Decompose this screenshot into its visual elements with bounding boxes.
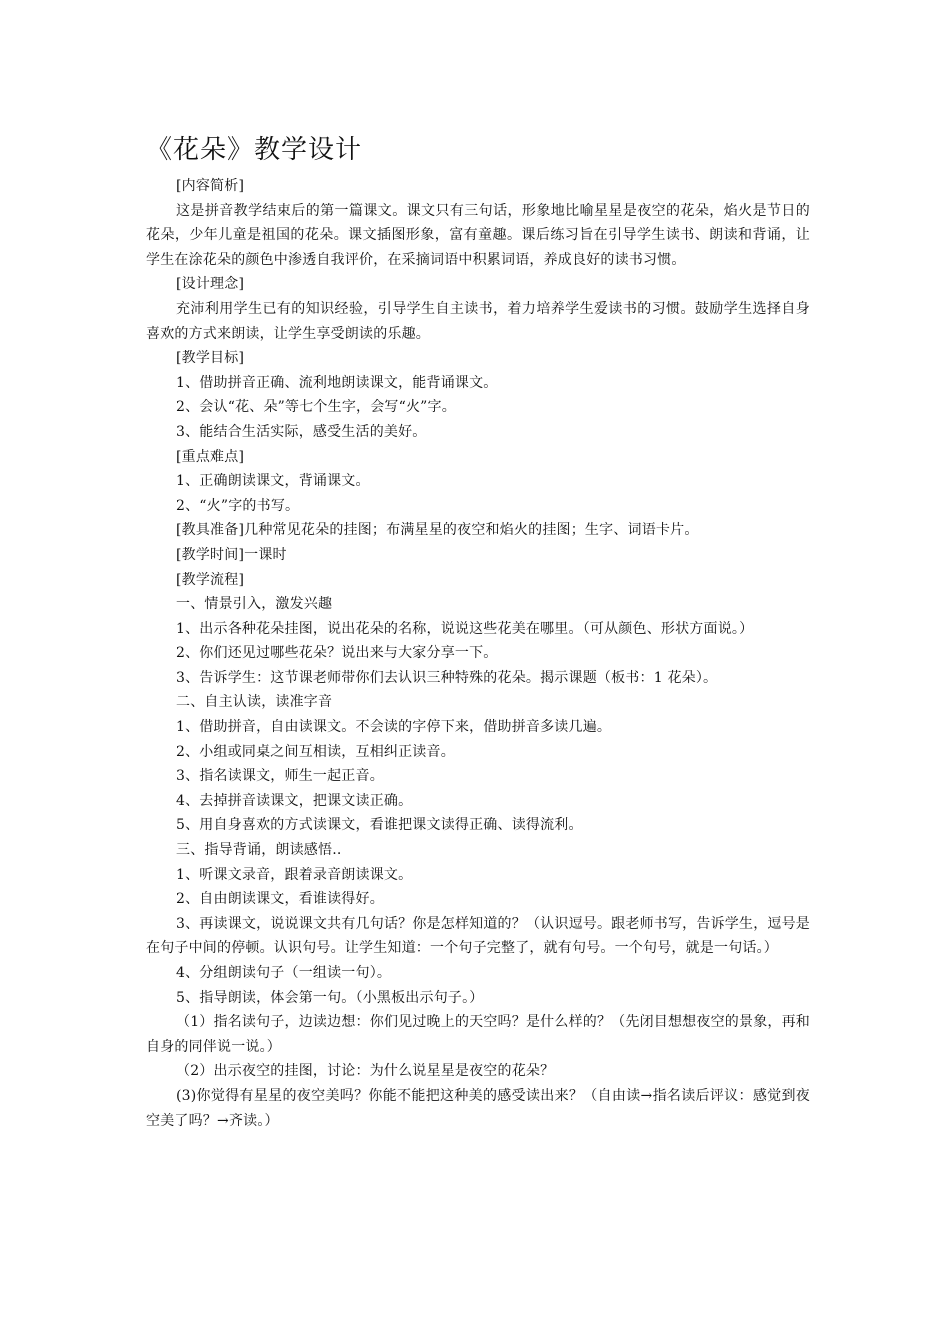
paragraph: 3、再读课文，说说课文共有几句话？你是怎样知道的？（认识逗号。跟老师书写，告诉学生，逗号是在句子中间的停顿。认识句号。让学生知道：一个句子完整了，就有句号。一个句号，就是一句话。） — [146, 915, 810, 957]
paragraph: [设计理念] — [176, 276, 245, 293]
paragraph: 2、小组或同桌之间互相读，互相纠正读音。 — [176, 743, 455, 760]
paragraph: 这是拼音教学结束后的第一篇课文。课文只有三句话，形象地比喻星星是夜空的花朵，焰火是节日的花朵，少年儿童是祖国的花朵。课文插图形象，富有童趣。课后练习旨在引导学生读书、朗读和背诵，让学生在涂花朵的颜色中渗透自我评价，在采摘词语中积累词语，养成良好的读书习惯。 — [146, 202, 810, 268]
paragraph: [内容简析] — [176, 178, 245, 194]
document-title: 《花朵》教学设计 — [146, 135, 363, 165]
paragraph: [教具准备]几种常见花朵的挂图；布满星星的夜空和焰火的挂图；生字、词语卡片。 — [176, 522, 699, 539]
paragraph: 4、分组朗读句子（一组读一句）。 — [176, 965, 392, 981]
paragraph: （1）指名读句子，边读边想：你们见过晚上的天空吗？是什么样的？（先闭目想想夜空的景象，再和自身的同伴说一说。） — [146, 1014, 810, 1055]
paragraph: 3、能结合生活实际，感受生活的美好。 — [176, 423, 427, 440]
paragraph: 1、听课文录音，跟着录音朗读课文。 — [176, 866, 413, 883]
paragraph: 1、出示各种花朵挂图，说出花朵的名称，说说这些花美在哪里。（可从颜色、形状方面说。） — [176, 620, 754, 637]
paragraph: 5、指导朗读，体会第一句。（小黑板出示句子。） — [176, 989, 484, 1006]
paragraph: 3、指名读课文，师生一起正音。 — [176, 768, 384, 785]
paragraph: 1、借助拼音正确、流利地朗读课文，能背诵课文。 — [176, 374, 498, 391]
paragraph: 1、正确朗读课文，背诵课文。 — [176, 473, 370, 490]
paragraph: [教学目标] — [176, 350, 245, 367]
paragraph: 三、指导背诵，朗读感悟.. — [176, 842, 342, 859]
paragraph: 1、借助拼音，自由读课文。不会读的字停下来，借助拼音多读几遍。 — [176, 719, 612, 736]
paragraph: [教学时间]一课时 — [176, 546, 287, 563]
paragraph: [教学流程] — [176, 571, 245, 588]
paragraph: (3)你觉得有星星的夜空美吗？你能不能把这种美的感受读出来？（自由读→指名读后评议：感觉到夜空美了吗？→齐读。） — [146, 1087, 810, 1129]
paragraph: 3、告诉学生：这节课老师带你们去认识三种特殊的花朵。揭示课题（板书：1 花朵）。 — [176, 669, 718, 686]
paragraph: 2、“火”字的书写。 — [176, 497, 300, 514]
paragraph: 2、你们还见过哪些花朵？说出来与大家分享一下。 — [176, 645, 498, 662]
paragraph: （2）出示夜空的挂图，讨论：为什么说星星是夜空的花朵？ — [176, 1063, 555, 1080]
paragraph: [重点难点] — [176, 448, 245, 465]
document-page — [146, 132, 810, 1133]
paragraph: 2、会认“花、朵”等七个生字，会写“火”字。 — [176, 399, 456, 416]
paragraph: 充沛利用学生已有的知识经验，引导学生自主读书，着力培养学生爱读书的习惯。鼓励学生选择自身喜欢的方式来朗读，让学生享受朗读的乐趣。 — [146, 300, 810, 342]
paragraph: 一、情景引入，激发兴趣 — [176, 596, 333, 613]
paragraph: 4、去掉拼音读课文，把课文读正确。 — [176, 792, 413, 809]
paragraph: 二、自主认读，读准字音 — [176, 694, 333, 711]
paragraph: 2、自由朗读课文，看谁读得好。 — [176, 891, 384, 908]
paragraph: 5、用自身喜欢的方式读课文，看谁把课文读得正确、读得流利。 — [176, 817, 583, 834]
